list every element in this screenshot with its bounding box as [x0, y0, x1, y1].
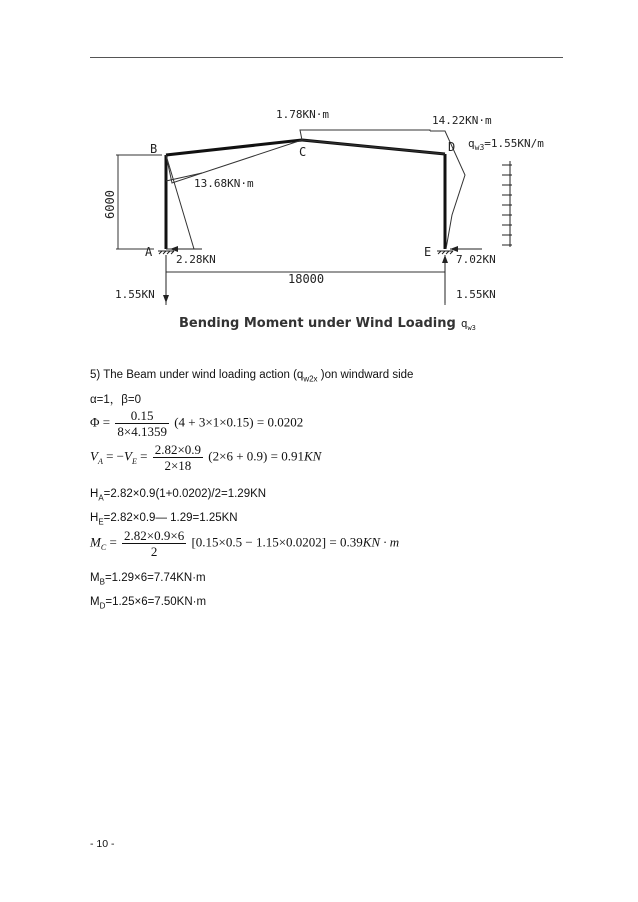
height-label: 6000 — [103, 190, 117, 219]
node-label-C: C — [299, 145, 307, 159]
reaction-HA-label: 2.28KN — [176, 253, 216, 266]
span-label: 18000 — [288, 272, 325, 286]
md-line: $M_D=1.25\times 6=7.50KN\cdot m$ — [90, 596, 207, 611]
page-number: - 10 - — [90, 838, 115, 850]
node-label-A: A — [145, 245, 153, 259]
figure-caption: Bending Moment under Wind Loading qw3 — [179, 316, 476, 332]
phi-equation: Φ = $\frac{0.15}{8\times 4.1359}$ (4 + 3×1×0.15) = 0.0202 — [90, 408, 304, 439]
header-rule — [90, 57, 563, 58]
he-line: $H_E=2.82\times 0.9—$ 1.29=1.25KN — [90, 512, 238, 527]
node-label-E: E — [424, 245, 432, 259]
support-E — [437, 251, 453, 254]
bending-moment-figure — [90, 95, 570, 335]
support-A — [158, 251, 174, 254]
moment-label-C: 1.78KN·m — [276, 108, 329, 121]
moment-label-B: 13.68KN·m — [194, 177, 254, 190]
wind-load — [502, 161, 512, 247]
params-line: α=1，β=0 — [90, 394, 141, 406]
section-heading: 5) The Beam under wind loading action ($q_{w2x}$ )on windward side — [90, 369, 414, 384]
reaction-VA-label: 1.55KN — [115, 288, 155, 301]
mc-equation: $M_C$ = $\frac{2.82\times 0.9\times 6}{2}$ [0.15×0.5 − 1.15×0.0202] = 0.39KN · m — [90, 528, 400, 559]
va-equation: $V_A = -V_E$ = $\frac{2.82\times 0.9}{2\times 18}$ (2×6 + 0.9) = 0.91KN — [90, 442, 322, 473]
moment-label-D: 14.22KN·m — [432, 114, 492, 127]
reaction-HE-label: 7.02KN — [456, 253, 496, 266]
height-dimension — [116, 155, 162, 249]
node-label-B: B — [150, 142, 158, 156]
wind-load-label: $q_{w3}=1.55KN/m$ — [468, 137, 544, 152]
reaction-VE-label: 1.55KN — [456, 288, 496, 301]
node-label-D: D — [448, 140, 456, 154]
mb-line: $M_B=1.29\times 6=7.74KN\cdot m$ — [90, 572, 206, 587]
ha-line: $H_A=2.82\times 0.9(1+0.0202)/2=1.29KN$ — [90, 488, 267, 503]
